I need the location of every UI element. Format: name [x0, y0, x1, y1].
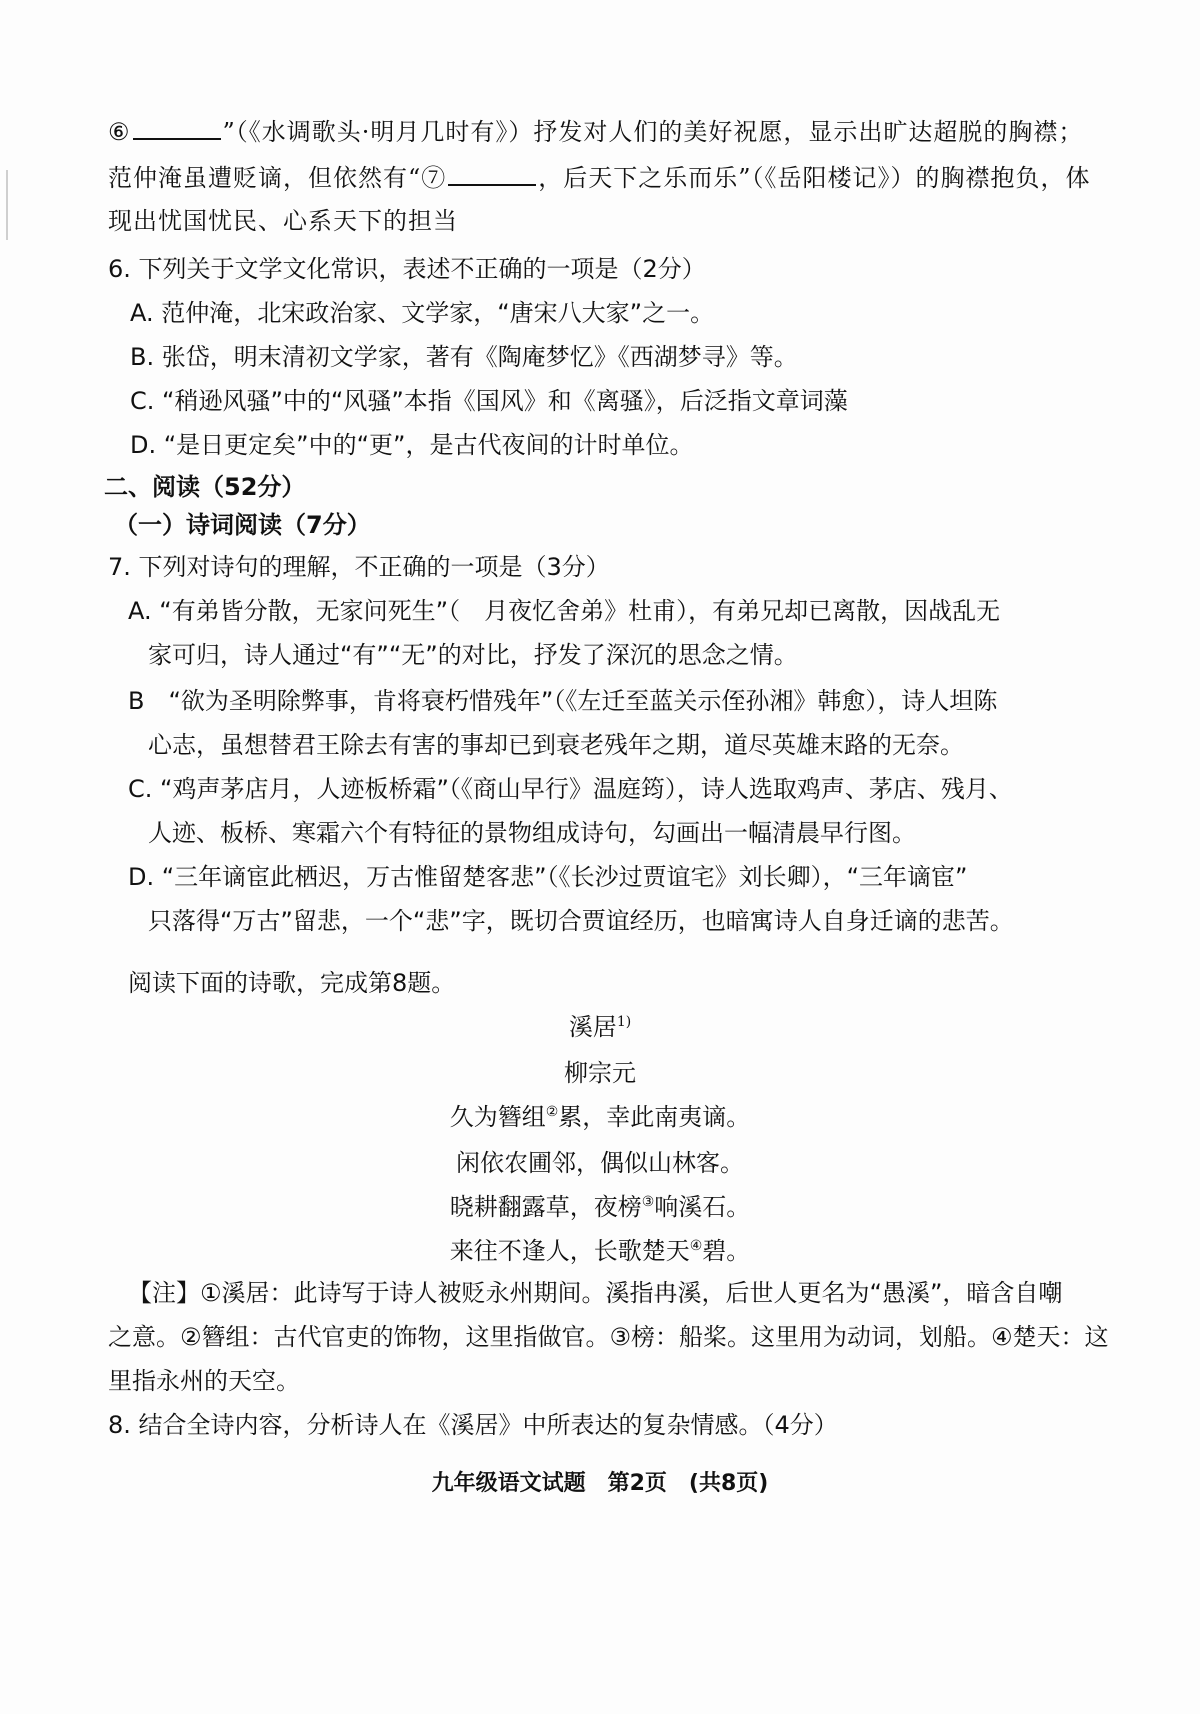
poem-line-1-b: 累，幸此南夷谪。 — [558, 1103, 751, 1131]
question-7-option-a-line1: A. “有弟皆分散，无家问死生”（ 月夜忆舍弟》杜甫），有弟兄却已离散，因战乱无 — [128, 597, 1001, 625]
scan-edge-mark — [6, 170, 8, 240]
poem-line-1-note: ② — [545, 1104, 559, 1120]
poem-line-3 — [0, 1192, 1200, 1222]
answer-blank-7[interactable] — [448, 162, 536, 186]
poem-line-1-a: 久为簪组 — [449, 1103, 546, 1131]
poem-title-note: 1) — [616, 1014, 632, 1030]
poem-line-1 — [0, 1102, 1200, 1132]
poem-line-3-a: 晓耕翻露草，夜榜 — [449, 1193, 642, 1221]
question-7-stem: 7. 下列对诗句的理解，不正确的一项是（3分） — [108, 553, 610, 581]
poem-notes-line1: 【注】①溪居：此诗写于诗人被贬永州期间。溪指冉溪，后世人更名为“愚溪”，暗含自嘲 — [128, 1279, 1063, 1307]
question-6-option-a: A. 范仲淹，北宋政治家、文学家，“唐宋八大家”之一。 — [130, 299, 715, 327]
poem-line-3-b: 响溪石。 — [654, 1193, 751, 1221]
poem-line-4-b: 碧。 — [702, 1237, 751, 1265]
poem-line-4 — [0, 1236, 1200, 1266]
answer-blank-6[interactable] — [133, 116, 221, 140]
poem-line-4-note: ④ — [689, 1238, 703, 1254]
poem-notes-line3: 里指永州的天空。 — [108, 1367, 300, 1395]
poem-line-3-note: ③ — [641, 1194, 655, 1210]
blank-number-6: ⑥ — [108, 118, 131, 146]
subsection-heading-poetry: （一）诗词阅读（7分） — [114, 511, 371, 539]
fill-blank-line-7 — [108, 162, 1091, 193]
fill-blank-text-7-post: ，后天下之乐而乐”（《岳阳楼记》）的胸襟抱负，体 — [538, 164, 1091, 192]
question-6-option-b: B. 张岱，明末清初文学家，著有《陶庵梦忆》《西湖梦寻》等。 — [130, 343, 798, 371]
question-7-option-a-line2: 家可归，诗人通过“有”“无”的对比，抒发了深沉的思念之情。 — [148, 641, 798, 669]
page-footer: 九年级语文试题 第2页 (共8页) — [431, 1471, 769, 1496]
fill-blank-text-7-pre: 范仲淹虽遭贬谪，但依然有“⑦ — [108, 164, 447, 192]
poem-title-text: 溪居 — [568, 1013, 617, 1041]
question-8-stem: 8. 结合全诗内容，分析诗人在《溪居》中所表达的复杂情感。（4分） — [108, 1411, 838, 1439]
question-6-option-c: C. “稍逊风骚”中的“风骚”本指《国风》和《离骚》，后泛指文章词藻 — [130, 387, 848, 415]
question-7-option-b-line2: 心志，虽想替君王除去有害的事却已到衰老残年之期，道尽英雄末路的无奈。 — [148, 731, 964, 759]
question-6-stem: 6. 下列关于文学文化常识，表述不正确的一项是（2分） — [108, 255, 706, 283]
question-6-option-d: D. “是日更定矣”中的“更”，是古代夜间的计时单位。 — [130, 431, 694, 459]
poem-line-4-a: 来往不逢人，长歌楚天 — [449, 1237, 690, 1265]
question-7-option-b-line1: B “欲为圣明除弊事，肯将衰朽惜残年”（《左迁至蓝关示侄孙湘》韩愈），诗人坦陈 — [128, 687, 998, 715]
poem-line-2: 闲依农圃邻，偶似山林客。 — [456, 1149, 744, 1177]
reading-instruction: 阅读下面的诗歌，完成第8题。 — [128, 969, 456, 997]
section-heading-reading: 二、阅读（52分） — [104, 473, 306, 501]
question-7-option-d-line2: 只落得“万古”留悲，一个“悲”字，既切合贾谊经历，也暗寓诗人自身迁谪的悲苦。 — [148, 907, 1014, 935]
fill-blank-line-6 — [108, 116, 1083, 147]
question-7-option-c-line1: C. “鸡声茅店月，人迹板桥霜”（《商山早行》温庭筠），诗人选取鸡声、茅店、残月、 — [128, 775, 1013, 803]
poem-notes-line2: 之意。②簪组：古代官吏的饰物，这里指做官。③榜：船桨。这里用为动词，划船。④楚天：这 — [108, 1323, 1109, 1351]
poem-title — [0, 1012, 1200, 1042]
poem-author: 柳宗元 — [564, 1059, 636, 1087]
question-7-option-c-line2: 人迹、板桥、寒霜六个有特征的景物组成诗句，勾画出一幅清晨早行图。 — [148, 819, 916, 847]
question-7-option-d-line1: D. “三年谪宦此栖迟，万古惟留楚客悲”（《长沙过贾谊宅》刘长卿），“三年谪宦” — [128, 863, 968, 891]
fill-blank-text-6: ”（《水调歌头·明月几时有》）抒发对人们的美好祝愿，显示出旷达超脱的胸襟； — [222, 118, 1084, 146]
fill-blank-line-continued: 现出忧国忧民、心系天下的担当 — [108, 207, 458, 235]
